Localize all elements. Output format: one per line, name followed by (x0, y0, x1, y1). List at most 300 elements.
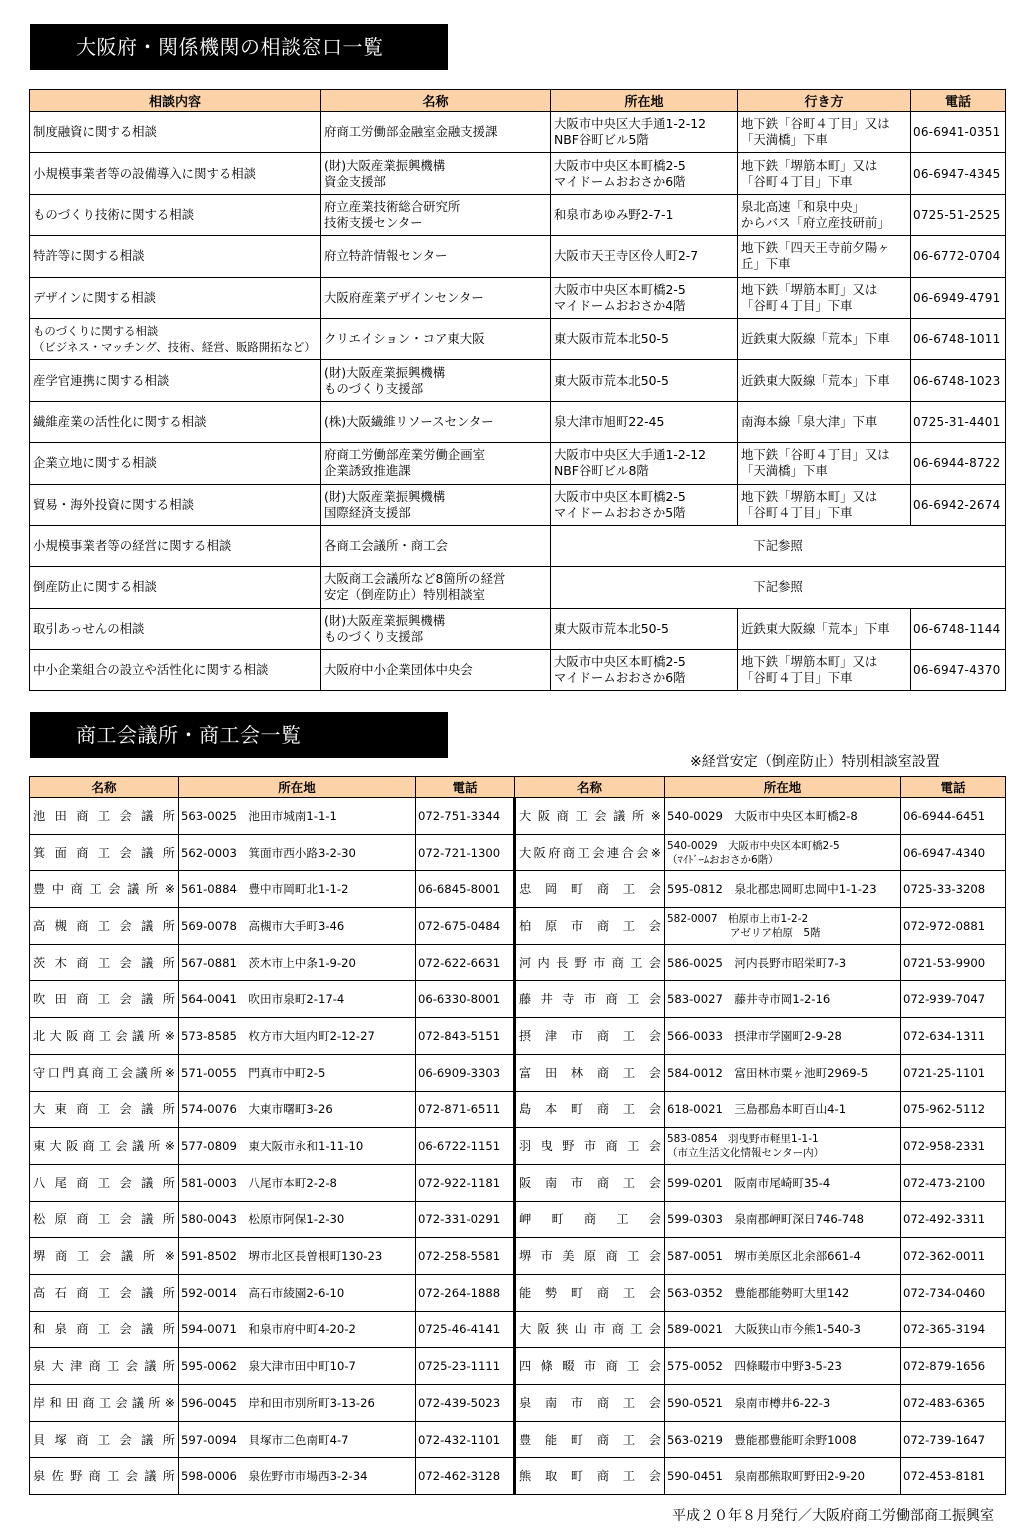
address-cell-text: 大阪市中央区本町橋2-5 マイドームおおさか6階 (554, 157, 686, 189)
chamber-name-left: 泉佐野商工会議所 (30, 1458, 179, 1495)
name-cell-text: 各商工会議所・商工会 (324, 538, 448, 554)
address-cell-text: 大阪市天王寺区伶人町2-7 (554, 248, 699, 264)
access-cell-text: 地下鉄「谷町４丁目」又は 「天満橋」下車 (741, 116, 890, 148)
topic-cell-text: 中小企業組合の設立や活性化に関する相談 (33, 662, 269, 678)
chamber-address-right (665, 1421, 901, 1458)
access-cell-text: 近鉄東大阪線「荒本」下車 (741, 620, 890, 636)
chamber-name-right: 富田林商工会 (515, 1054, 665, 1091)
table-row (30, 608, 1006, 649)
access-cell (738, 318, 911, 359)
chamber-address-right-text: 540-0029 大阪市中央区本町橋2-8 (667, 808, 858, 823)
table-header-row (30, 777, 1006, 798)
header-name-left: 名称 (30, 777, 179, 798)
section-title-consultation: 大阪府・関係機関の相談窓口一覧 (30, 24, 448, 70)
chamber-phone-left: 06-6722-1151 (416, 1128, 515, 1165)
access-cell-text: 地下鉄「谷町４丁目」又は 「天満橋」下車 (741, 447, 890, 479)
chamber-address-left-text: 562-0003 箕面市西小路3-2-30 (181, 845, 356, 860)
chamber-name-right: 阪南市商工会 (515, 1164, 665, 1201)
chamber-address-right-text: 595-0812 泉北郡忠岡町忠岡中1-1-23 (667, 882, 877, 897)
chamber-phone-right: 072-362-0011 (901, 1238, 1006, 1275)
table-row (30, 834, 1006, 871)
chamber-address-left (179, 944, 416, 981)
chamber-address-left (179, 1311, 416, 1348)
topic-cell-text: デザインに関する相談 (33, 289, 157, 305)
chamber-name-left: 池田商工会議所 (30, 798, 179, 835)
topic-cell-text: ものづくりに関する相談 （ビジネス・マッチング、技術、経営、販路開拓など） (33, 324, 316, 355)
chamber-phone-left: 072-264-1888 (416, 1274, 515, 1311)
topic-cell-text: 取引あっせんの相談 (33, 620, 145, 636)
phone-cell (911, 360, 1006, 401)
access-cell (738, 236, 911, 277)
address-cell-text: 泉大津市旭町22-45 (554, 413, 665, 429)
chamber-phone-right: 072-365-3194 (901, 1311, 1006, 1348)
chamber-name-right: 羽曳野市商工会 (515, 1128, 665, 1165)
access-cell (738, 650, 911, 691)
chamber-phone-left: 072-462-3128 (416, 1458, 515, 1495)
chamber-address-left (179, 1348, 416, 1385)
name-cell-text: クリエイション・コア東大阪 (324, 331, 485, 347)
chamber-address-right (665, 1385, 901, 1422)
topic-cell (30, 360, 321, 401)
chamber-address-left-text: 596-0045 岸和田市別所町3-13-26 (181, 1395, 375, 1410)
access-cell-text: 地下鉄「堺筋本町」又は 「谷町４丁目」下車 (741, 654, 878, 686)
chamber-phone-left: 072-258-5581 (416, 1238, 515, 1275)
phone-cell-text: 06-6944-8722 (913, 456, 1001, 471)
access-cell-text: 地下鉄「四天王寺前夕陽ヶ 丘」下車 (741, 240, 890, 272)
topic-cell (30, 567, 321, 608)
chamber-address-right-text: 589-0021 大阪狭山市今熊1-540-3 (667, 1322, 861, 1337)
topic-cell-text: 小規模事業者等の経営に関する相談 (33, 538, 232, 554)
see-below-cell (551, 525, 1006, 566)
table-row (30, 401, 1006, 442)
chamber-name-left: 吹田商工会議所 (30, 981, 179, 1018)
chamber-address-right (665, 871, 901, 908)
consultation-room-note: ※経営安定（倒産防止）特別相談室設置 (690, 754, 940, 770)
phone-cell (911, 112, 1006, 153)
topic-cell (30, 318, 321, 359)
table-row (30, 981, 1006, 1018)
chamber-address-right-text: 583-0027 藤井寺市岡1-2-16 (667, 992, 831, 1007)
access-cell-text: 近鉄東大阪線「荒本」下車 (741, 372, 890, 388)
name-cell (321, 153, 551, 194)
chamber-phone-right: 072-939-7047 (901, 981, 1006, 1018)
topic-cell (30, 484, 321, 525)
chamber-phone-left: 072-675-0484 (416, 908, 515, 945)
phone-cell (911, 194, 1006, 235)
see-below-cell (551, 567, 1006, 608)
chamber-phone-left: 072-432-1101 (416, 1421, 515, 1458)
table-row (30, 1385, 1006, 1422)
chamber-address-left (179, 798, 416, 835)
phone-cell (911, 443, 1006, 484)
chamber-address-left (179, 908, 416, 945)
chamber-phone-left: 072-331-0291 (416, 1201, 515, 1238)
table-row (30, 650, 1006, 691)
name-cell-text: 府立産業技術総合研究所 技術支援センター (324, 198, 461, 230)
chamber-address-left-text: 598-0006 泉佐野市市場西3-2-34 (181, 1469, 368, 1484)
table-row (30, 112, 1006, 153)
chamber-name-left: 茨木商工会議所 (30, 944, 179, 981)
address-cell-text: 東大阪市荒本北50-5 (554, 620, 669, 636)
topic-cell (30, 443, 321, 484)
topic-cell-text: 倒産防止に関する相談 (33, 579, 157, 595)
phone-cell-text: 06-6748-1011 (913, 332, 1001, 347)
chamber-address-right (665, 908, 901, 945)
chamber-phone-right: 072-734-0460 (901, 1274, 1006, 1311)
table-row (30, 443, 1006, 484)
topic-cell-text: 特許等に関する相談 (33, 248, 145, 264)
chamber-phone-right: 075-962-5112 (901, 1091, 1006, 1128)
chamber-address-left-text: 594-0071 和泉市府中町4-20-2 (181, 1322, 356, 1337)
chamber-address-right (665, 1348, 901, 1385)
phone-cell (911, 484, 1006, 525)
chamber-address-left (179, 1091, 416, 1128)
table-row (30, 236, 1006, 277)
chamber-address-left (179, 1054, 416, 1091)
table-row (30, 1091, 1006, 1128)
chamber-address-right (665, 1164, 901, 1201)
chamber-phone-right: 072-453-8181 (901, 1458, 1006, 1495)
chamber-address-right (665, 1458, 901, 1495)
chamber-name-right: 四條畷市商工会 (515, 1348, 665, 1385)
name-cell (321, 484, 551, 525)
chamber-name-right: 豊能町商工会 (515, 1421, 665, 1458)
access-cell (738, 443, 911, 484)
header-address-left: 所在地 (179, 777, 416, 798)
phone-cell-text: 06-6942-2674 (913, 497, 1001, 512)
chamber-address-right-text: 618-0021 三島郡島本町百山4-1 (667, 1102, 847, 1117)
chamber-name-right: 熊取町商工会 (515, 1458, 665, 1495)
chamber-phone-left: 0725-46-4141 (416, 1311, 515, 1348)
header-address: 所在地 (551, 90, 738, 112)
table-row (30, 908, 1006, 945)
address-cell (551, 401, 738, 442)
chamber-address-left (179, 871, 416, 908)
table-row (30, 871, 1006, 908)
address-cell (551, 194, 738, 235)
address-cell-text: 大阪市中央区本町橋2-5 マイドームおおさか6階 (554, 654, 686, 686)
name-cell (321, 567, 551, 608)
chamber-name-right: 能勢町商工会 (515, 1274, 665, 1311)
chamber-address-left (179, 1238, 416, 1275)
chamber-address-left-text: 592-0014 高石市綾園2-6-10 (181, 1285, 345, 1300)
chamber-name-left: 豊中商工会議所※ (30, 871, 179, 908)
chamber-address-left-text: 573-8585 枚方市大垣内町2-12-27 (181, 1028, 375, 1043)
topic-cell (30, 153, 321, 194)
name-cell-text: (株)大阪繊維リソースセンター (324, 413, 494, 429)
chamber-name-right: 堺市美原商工会 (515, 1238, 665, 1275)
chamber-phone-right: 06-6947-4340 (901, 834, 1006, 871)
phone-cell-text: 06-6772-0704 (913, 249, 1001, 264)
phone-cell-text: 0725-51-2525 (913, 207, 1001, 222)
chamber-name-left: 八尾商工会議所 (30, 1164, 179, 1201)
chamber-name-left: 堺商工会議所※ (30, 1238, 179, 1275)
table-row (30, 1128, 1006, 1165)
chamber-address-left-text: 561-0884 豊中市岡町北1-1-2 (181, 882, 349, 897)
chamber-name-right: 大阪狭山市商工会 (515, 1311, 665, 1348)
chamber-address-left (179, 981, 416, 1018)
chamber-name-right: 藤井寺市商工会 (515, 981, 665, 1018)
phone-cell (911, 608, 1006, 649)
topic-cell (30, 112, 321, 153)
address-cell (551, 360, 738, 401)
chamber-name-left: 箕面商工会議所 (30, 834, 179, 871)
footer-publication: 平成２０年８月発行／大阪府商工労働部商工振興室 (672, 1508, 994, 1524)
topic-cell (30, 236, 321, 277)
see-below-cell-text: 下記参照 (753, 579, 803, 595)
access-cell-text: 泉北高速「和泉中央」 からバス「府立産技研前」 (741, 198, 890, 230)
access-cell (738, 153, 911, 194)
address-cell (551, 277, 738, 318)
chambers-table (29, 776, 1006, 1495)
chamber-address-right-text: 599-0201 阪南市尾崎町35-4 (667, 1175, 831, 1190)
chamber-address-right (665, 1311, 901, 1348)
chamber-address-left-text: 581-0003 八尾市本町2-2-8 (181, 1175, 337, 1190)
phone-cell (911, 318, 1006, 359)
chamber-address-left (179, 1385, 416, 1422)
table-row (30, 567, 1006, 608)
address-cell (551, 153, 738, 194)
topic-cell (30, 525, 321, 566)
name-cell-text: 大阪商工会議所など8箇所の経営 安定（倒産防止）特別相談室 (324, 571, 506, 603)
name-cell-text: 府立特許情報センター (324, 248, 448, 264)
chamber-address-right (665, 798, 901, 835)
address-cell (551, 112, 738, 153)
chamber-name-right: 大阪府商工会連合会※ (515, 834, 665, 871)
chamber-name-left: 和泉商工会議所 (30, 1311, 179, 1348)
address-cell-text: 大阪市中央区本町橋2-5 マイドームおおさか5階 (554, 488, 686, 520)
name-cell (321, 650, 551, 691)
name-cell-text: 府商工労働部金融室金融支援課 (324, 124, 498, 140)
chamber-address-left-text: 569-0078 高槻市大手町3-46 (181, 918, 345, 933)
chamber-phone-left: 06-6909-3303 (416, 1054, 515, 1091)
chamber-address-right-text: 563-0352 豊能郡能勢町大里142 (667, 1285, 850, 1300)
chamber-address-right-text: 586-0025 河内長野市昭栄町7-3 (667, 955, 847, 970)
name-cell (321, 401, 551, 442)
chamber-address-left-text: 564-0041 吹田市泉町2-17-4 (181, 992, 345, 1007)
chamber-address-right (665, 1238, 901, 1275)
phone-cell-text: 06-6748-1023 (913, 373, 1001, 388)
chamber-address-left-text: 591-8502 堺市北区長曽根町130-23 (181, 1249, 383, 1264)
topic-cell-text: 産学官連携に関する相談 (33, 372, 170, 388)
chamber-name-left: 高槻商工会議所 (30, 908, 179, 945)
access-cell-text: 地下鉄「堺筋本町」又は 「谷町４丁目」下車 (741, 157, 878, 189)
chamber-address-right (665, 1054, 901, 1091)
chamber-phone-left: 072-439-5023 (416, 1385, 515, 1422)
consultation-table (29, 89, 1006, 691)
address-cell (551, 236, 738, 277)
header-access: 行き方 (738, 90, 911, 112)
name-cell-text: (財)大阪産業振興機構 ものづくり支援部 (324, 364, 446, 396)
address-cell-text: 大阪市中央区大手通1-2-12 NBF谷町ビル5階 (554, 116, 706, 148)
chamber-name-left: 泉大津商工会議所 (30, 1348, 179, 1385)
phone-cell-text: 0725-31-4401 (913, 414, 1001, 429)
chamber-phone-right: 0725-33-3208 (901, 871, 1006, 908)
chamber-name-right: 泉南市商工会 (515, 1385, 665, 1422)
chamber-address-right-text: 599-0303 泉南郡岬町深日746-748 (667, 1212, 865, 1227)
header-phone: 電話 (911, 90, 1006, 112)
phone-cell-text: 06-6947-4345 (913, 166, 1001, 181)
table-row (30, 1421, 1006, 1458)
chamber-address-left-text: 563-0025 池田市城南1-1-1 (181, 808, 337, 823)
chamber-address-right (665, 1201, 901, 1238)
topic-cell-text: 制度融資に関する相談 (33, 124, 157, 140)
chamber-address-left-text: 567-0881 茨木市上中条1-9-20 (181, 955, 356, 970)
header-name: 名称 (321, 90, 551, 112)
topic-cell-text: 繊維産業の活性化に関する相談 (33, 413, 207, 429)
chamber-name-left: 岸和田商工会議所※ (30, 1385, 179, 1422)
access-cell (738, 194, 911, 235)
chamber-name-left: 松原商工会議所 (30, 1201, 179, 1238)
chamber-phone-left: 072-751-3344 (416, 798, 515, 835)
name-cell-text: (財)大阪産業振興機構 国際経済支援部 (324, 488, 446, 520)
chamber-phone-right: 072-473-2100 (901, 1164, 1006, 1201)
chamber-address-right (665, 1274, 901, 1311)
chamber-address-left (179, 1274, 416, 1311)
chamber-phone-left: 06-6845-8001 (416, 871, 515, 908)
chamber-address-right-text: 590-0521 泉南市樽井6-22-3 (667, 1395, 831, 1410)
name-cell (321, 608, 551, 649)
address-cell (551, 318, 738, 359)
topic-cell (30, 401, 321, 442)
phone-cell (911, 153, 1006, 194)
table-row (30, 1164, 1006, 1201)
table-row (30, 525, 1006, 566)
table-header-row (30, 90, 1006, 112)
address-cell-text: 大阪市中央区本町橋2-5 マイドームおおさか4階 (554, 281, 686, 313)
table-row (30, 153, 1006, 194)
chamber-phone-right: 06-6944-6451 (901, 798, 1006, 835)
address-cell-text: 和泉市あゆみ野2-7-1 (554, 206, 674, 222)
chamber-phone-right: 0721-25-1101 (901, 1054, 1006, 1091)
access-cell-text: 近鉄東大阪線「荒本」下車 (741, 331, 890, 347)
phone-cell (911, 277, 1006, 318)
chamber-name-left: 高石商工会議所 (30, 1274, 179, 1311)
table-row (30, 194, 1006, 235)
address-cell-text: 東大阪市荒本北50-5 (554, 331, 669, 347)
topic-cell (30, 608, 321, 649)
table-row (30, 1458, 1006, 1495)
name-cell-text: 大阪府産業デザインセンター (324, 289, 484, 305)
table-row (30, 1054, 1006, 1091)
name-cell (321, 277, 551, 318)
chamber-address-left (179, 1128, 416, 1165)
chamber-address-left (179, 1018, 416, 1055)
phone-cell-text: 06-6748-1144 (913, 621, 1001, 636)
address-cell (551, 650, 738, 691)
chamber-phone-right: 072-483-6365 (901, 1385, 1006, 1422)
chamber-phone-right: 072-879-1656 (901, 1348, 1006, 1385)
chamber-address-right-text: 590-0451 泉南郡熊取町野田2-9-20 (667, 1469, 866, 1484)
chamber-address-right (665, 1018, 901, 1055)
name-cell-text: (財)大阪産業振興機構 ものづくり支援部 (324, 612, 446, 644)
chamber-name-right: 岬町商工会 (515, 1201, 665, 1238)
access-cell-text: 地下鉄「堺筋本町」又は 「谷町４丁目」下車 (741, 281, 878, 313)
table-row (30, 944, 1006, 981)
topic-cell-text: 小規模事業者等の設備導入に関する相談 (33, 165, 257, 181)
chamber-phone-left: 072-922-1181 (416, 1164, 515, 1201)
table-row (30, 360, 1006, 401)
header-phone-right: 電話 (901, 777, 1006, 798)
phone-cell (911, 401, 1006, 442)
table-row (30, 318, 1006, 359)
chamber-address-right-text: 587-0051 堺市美原区北余部661-4 (667, 1249, 861, 1264)
table-row (30, 1274, 1006, 1311)
chamber-address-right-text: 563-0219 豊能郡豊能町余野1008 (667, 1432, 857, 1447)
chamber-name-right: 大阪商工会議所※ (515, 798, 665, 835)
chamber-phone-right: 072-739-1647 (901, 1421, 1006, 1458)
chamber-address-right (665, 981, 901, 1018)
address-cell-text: 大阪市中央区大手通1-2-12 NBF谷町ビル8階 (554, 447, 706, 479)
table-row (30, 484, 1006, 525)
access-cell (738, 608, 911, 649)
chamber-address-right-text: 566-0033 摂津市学園町2-9-28 (667, 1028, 842, 1043)
chamber-phone-left: 06-6330-8001 (416, 981, 515, 1018)
chamber-name-right: 河内長野市商工会 (515, 944, 665, 981)
name-cell (321, 194, 551, 235)
name-cell-text: (財)大阪産業振興機構 資金支援部 (324, 157, 446, 189)
chamber-address-right-text: 584-0012 富田林市粟ヶ池町2969-5 (667, 1065, 869, 1080)
access-cell (738, 277, 911, 318)
chamber-name-right: 忠岡町商工会 (515, 871, 665, 908)
table-row (30, 277, 1006, 318)
chamber-address-left (179, 1458, 416, 1495)
access-cell-text: 南海本線「泉大津」下車 (741, 413, 878, 429)
topic-cell (30, 277, 321, 318)
name-cell (321, 525, 551, 566)
chamber-address-left-text: 595-0062 泉大津市田中町10-7 (181, 1359, 356, 1374)
topic-cell-text: 貿易・海外投資に関する相談 (33, 496, 195, 512)
chamber-address-right (665, 1091, 901, 1128)
chamber-address-left (179, 1421, 416, 1458)
chamber-name-right: 摂津市商工会 (515, 1018, 665, 1055)
table-row (30, 1311, 1006, 1348)
name-cell (321, 112, 551, 153)
chamber-phone-right: 072-492-3311 (901, 1201, 1006, 1238)
chamber-name-left: 貝塚商工会議所 (30, 1421, 179, 1458)
chamber-phone-left: 072-622-6631 (416, 944, 515, 981)
header-name-right: 名称 (515, 777, 665, 798)
chamber-address-left-text: 571-0055 門真市中町2-5 (181, 1065, 326, 1080)
name-cell-text: 大阪府中小企業団体中央会 (324, 662, 473, 678)
access-cell-text: 地下鉄「堺筋本町」又は 「谷町４丁目」下車 (741, 488, 878, 520)
address-cell-text: 東大阪市荒本北50-5 (554, 372, 669, 388)
phone-cell-text: 06-6941-0351 (913, 125, 1001, 140)
phone-cell (911, 650, 1006, 691)
topic-cell (30, 194, 321, 235)
chamber-phone-right: 0721-53-9900 (901, 944, 1006, 981)
chamber-address-right-text: 575-0052 四條畷市中野3-5-23 (667, 1359, 842, 1374)
chamber-address-right (665, 1128, 901, 1165)
chamber-address-right-text: 540-0029 大阪市中央区本町橋2-5 （ﾏｲﾄﾞｰﾑおおさか6階） (667, 839, 840, 866)
chamber-phone-right: 072-972-0881 (901, 908, 1006, 945)
access-cell (738, 401, 911, 442)
name-cell (321, 318, 551, 359)
chamber-address-left-text: 574-0076 大東市曙町3-26 (181, 1102, 333, 1117)
table-row (30, 1348, 1006, 1385)
name-cell-text: 府商工労働部産業労働企画室 企業誘致推進課 (324, 447, 486, 479)
chamber-address-left-text: 580-0043 松原市阿保1-2-30 (181, 1212, 345, 1227)
see-below-cell-text: 下記参照 (753, 538, 803, 554)
header-address-right: 所在地 (665, 777, 901, 798)
chamber-address-left (179, 834, 416, 871)
phone-cell-text: 06-6949-4791 (913, 290, 1001, 305)
chamber-address-right-text: 582-0007 柏原市上市1-2-2 アゼリア柏原 5階 (667, 912, 821, 939)
topic-cell-text: 企業立地に関する相談 (33, 455, 157, 471)
table-row (30, 1018, 1006, 1055)
address-cell (551, 443, 738, 484)
chamber-address-right-text: 583-0854 羽曳野市軽里1-1-1 （市立生活文化情報センター内） (667, 1133, 825, 1160)
